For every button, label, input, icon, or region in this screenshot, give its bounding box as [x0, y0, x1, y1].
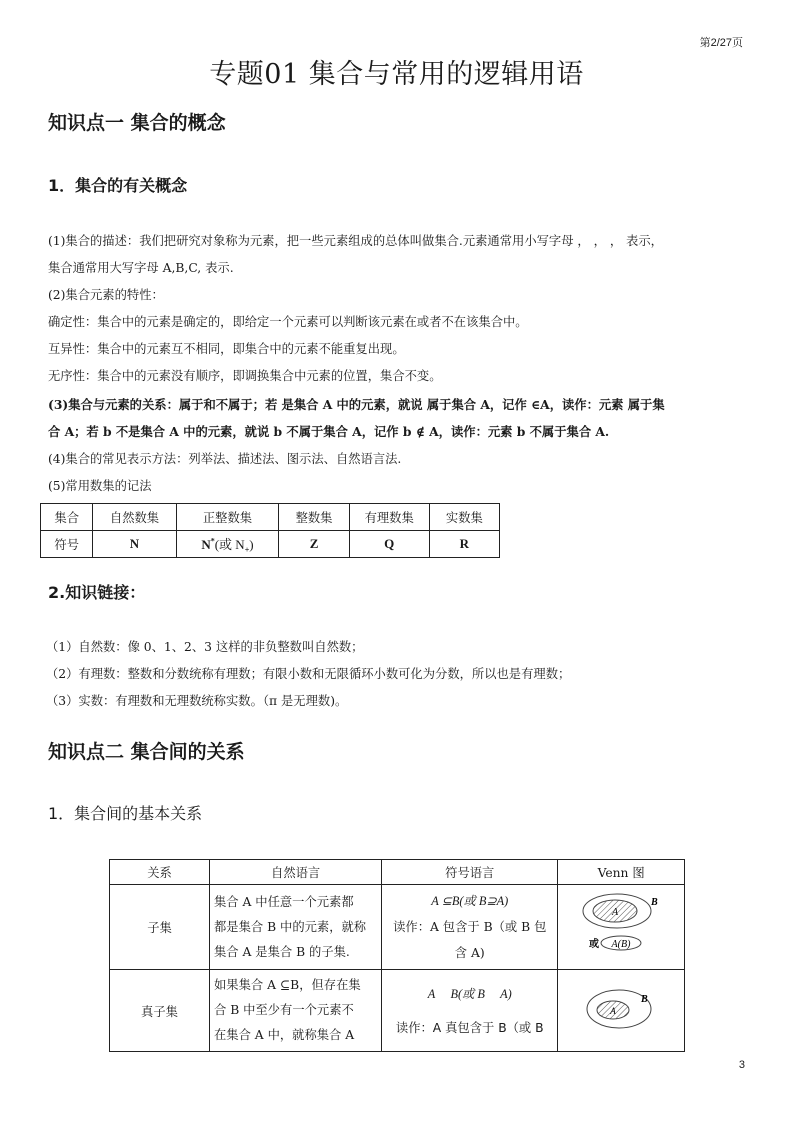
paragraph-line: 互异性：集合中的元素互不相同，即集合中的元素不能重复出现。 — [48, 342, 405, 356]
table-row — [41, 531, 500, 558]
page-number: 3 — [738, 1059, 745, 1071]
table-header-cell: 关系 — [110, 860, 210, 885]
venn-diagram-proper-subset — [571, 984, 671, 1034]
paragraph-line: 集合通常用大写字母 A,B,C, 表示. — [48, 261, 234, 275]
table-cell: 集合 — [41, 504, 93, 531]
text-line: 如果集合 A ⊆B，但存在集 — [213, 978, 361, 992]
table-header-cell: Venn 图 — [558, 860, 685, 885]
table-cell: R — [429, 531, 499, 558]
subsection-heading-1-2: 2.知识链接： — [48, 583, 146, 602]
paragraph-line: (4)集合的常见表示方法：列举法、描述法、图示法、自然语言法. — [48, 452, 402, 466]
nstar-mid: (或 N — [214, 536, 245, 552]
number-sets-table — [40, 503, 500, 558]
paragraph-line: （1）自然数：像 0、1、2、3 这样的非负整数叫自然数； — [46, 640, 364, 654]
table-cell: 整数集 — [279, 504, 349, 531]
section-heading-2: 知识点二 集合间的关系 — [48, 741, 245, 763]
venn-cell — [558, 885, 685, 970]
relation-cell: 子集 — [110, 885, 210, 970]
symbol-language-cell — [382, 885, 558, 970]
page-counter: 第2/27页 — [699, 37, 743, 49]
table-row — [110, 970, 685, 1052]
venn-cell — [558, 970, 685, 1052]
section-heading-1: 知识点一 集合的概念 — [48, 112, 226, 134]
table-cell: 实数集 — [429, 504, 499, 531]
table-cell: Q — [349, 531, 429, 558]
table-cell: Z — [279, 531, 349, 558]
nstar-end: ) — [249, 536, 254, 552]
paragraph-line: （2）有理数：整数和分数统称有理数；有限小数和无限循环小数可化为分数，所以也是有理数； — [46, 667, 571, 681]
paragraph-line: (1)集合的描述：我们把研究对象称为元素，把一些元素组成的总体叫做集合.元素通常用小写字母 ， ， ， 表示， — [48, 234, 663, 248]
venn-diagram-subset — [571, 891, 671, 961]
table-header-cell: 自然语言 — [209, 860, 381, 885]
set-relations-table — [109, 859, 685, 1052]
text-line: A B(或 B A) — [427, 986, 512, 1001]
table-cell: 正整数集 — [176, 504, 279, 531]
venn-or-label: 或 — [589, 938, 600, 950]
subsection-heading-1-1: 1．集合的有关概念 — [48, 176, 188, 195]
paragraph-line: （3）实数：有理数和无理数统称实数。（π 是无理数)。 — [46, 694, 348, 708]
text-line: 读作：A 包含于 B（或 B 包 — [393, 920, 547, 934]
text-line: 在集合 A 中，就称集合 A — [213, 1028, 355, 1042]
document-title: 专题01 集合与常用的逻辑用语 — [209, 59, 584, 90]
text-line: 集合 A 是集合 B 的子集. — [213, 944, 350, 959]
table-cell: 有理数集 — [349, 504, 429, 531]
natural-language-cell — [209, 970, 381, 1052]
venn-label-a: A — [612, 906, 619, 918]
natural-language-cell — [209, 885, 381, 970]
table-row — [110, 885, 685, 970]
table-header-cell: 符号语言 — [382, 860, 558, 885]
table-cell-nstar — [176, 531, 279, 558]
venn-label-ab: A(B) — [611, 938, 631, 950]
venn-label-a: A — [610, 1006, 616, 1016]
nstar-sup: * — [210, 536, 215, 546]
venn-label-b: B — [641, 994, 648, 1005]
relation-cell: 真子集 — [110, 970, 210, 1052]
text-line: 读作：A 真包含于 B（或 B — [395, 1020, 544, 1035]
paragraph-line: 确定性：集合中的元素是确定的，即给定一个元素可以判断该元素在或者不在该集合中。 — [48, 315, 528, 329]
paragraph-line: 无序性：集合中的元素没有顺序，即调换集合中元素的位置，集合不变。 — [48, 369, 442, 383]
symbol-language-cell — [382, 970, 558, 1052]
table-cell: N — [93, 531, 176, 558]
table-row — [110, 860, 685, 885]
text-line: A ⊆B(或 B⊇A) — [431, 894, 509, 908]
text-line: 合 B 中至少有一个元素不 — [213, 1003, 354, 1017]
subsection-heading-2-1: 1．集合间的基本关系 — [48, 804, 203, 823]
paragraph-line-bold: (3)集合与元素的关系：属于和不属于；若 是集合 A 中的元素，就说 属于集合 A，记作 ∈A，读作：元素 属于集 — [48, 397, 665, 412]
text-line: 含 A) — [454, 946, 485, 960]
paragraph-line: (5)常用数集的记法 — [48, 479, 152, 493]
text-line: 集合 A 中任意一个元素都 — [213, 894, 354, 909]
nstar-base: N — [201, 536, 211, 552]
table-row — [41, 504, 500, 531]
venn-label-b: B — [651, 896, 658, 908]
table-cell: 自然数集 — [93, 504, 176, 531]
table-cell: 符号 — [41, 531, 93, 558]
paragraph-line-bold: 合 A；若 b 不是集合 A 中的元素，就说 b 不属于集合 A，记作 b ∉ A，读作：元素 b 不属于集合 A. — [48, 424, 610, 439]
text-line: 都是集合 B 中的元素，就称 — [213, 919, 367, 934]
paragraph-line: (2)集合元素的特性： — [48, 288, 164, 302]
nstar-sub: + — [244, 545, 250, 555]
